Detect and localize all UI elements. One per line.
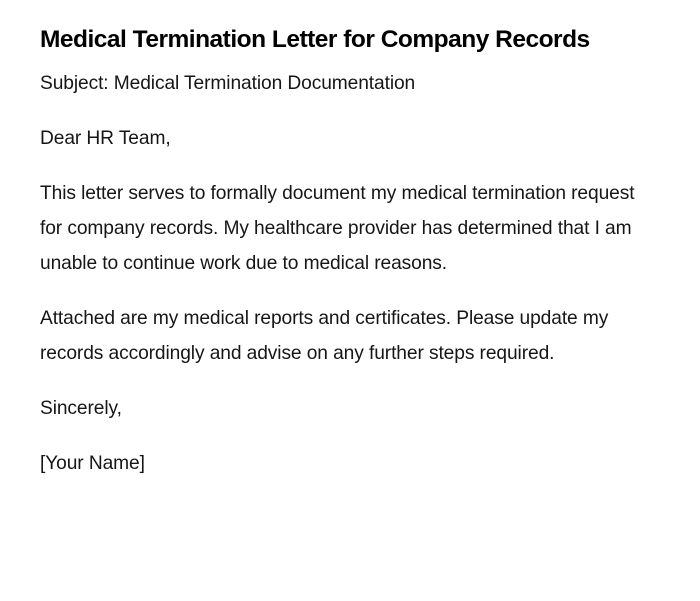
letter-closing: Sincerely, (40, 398, 122, 419)
letter-document (40, 22, 660, 501)
letter-subject: Subject: Medical Termination Documentation (40, 73, 416, 94)
letter-salutation: Dear HR Team, (40, 128, 171, 149)
letter-signature: [Your Name] (40, 453, 145, 474)
letter-title: Medical Termination Letter for Company Records (40, 26, 590, 53)
letter-body-paragraph-2: Attached are my medical reports and certificates. Please update my records accordingly and advise on any further steps required. (40, 308, 609, 364)
letter-body-paragraph-1: This letter serves to formally document my medical termination request for company records. My healthcare provider has determined that I am unable to continue work due to medical reasons. (40, 183, 635, 274)
